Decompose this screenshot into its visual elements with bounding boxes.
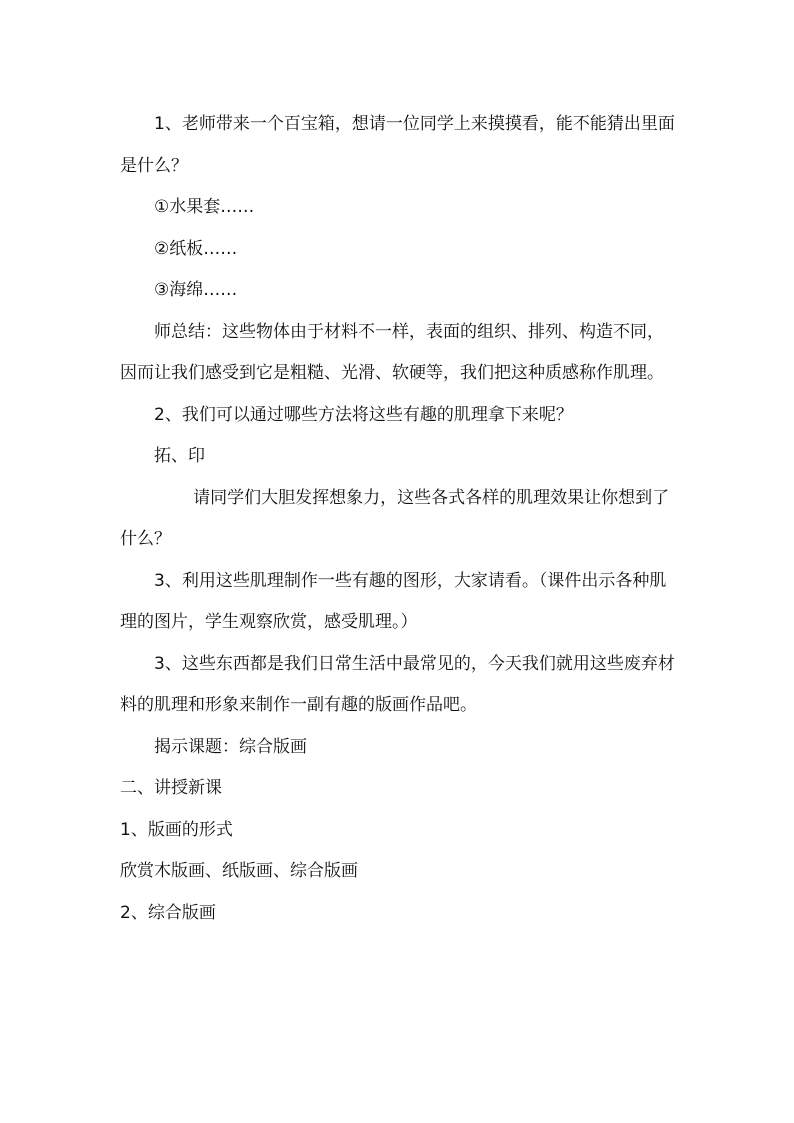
paragraph-print-types: 欣赏木版画、纸版画、综合版画 — [120, 861, 358, 881]
paragraph-mystery-box: 1、老师带来一个百宝箱，想请一位同学上来摸摸看，能不能猜出里面是什么？ — [120, 114, 675, 176]
document-body — [120, 104, 680, 934]
list-item-fruit-cover: ①水果套…… — [154, 197, 255, 217]
section-heading-new-lesson: 二、讲授新课 — [120, 778, 222, 798]
list-item-sponge: ③海绵…… — [154, 280, 238, 300]
paragraph-teacher-summary: 师总结：这些物体由于材料不一样，表面的组织、排列、构造不同，因而让我们感受到它是粗糙、光滑、软硬等，我们把这种质感称作肌理。 — [120, 321, 664, 383]
paragraph-texture-shapes: 3、利用这些肌理制作一些有趣的图形，大家请看。（课件出示各种肌理的图片，学生观察欣赏，感受肌理。） — [120, 570, 667, 632]
subheading-combined-print: 2、综合版画 — [120, 902, 216, 923]
paragraph-texture-method-question: 2、我们可以通过哪些方法将这些有趣的肌理拿下来呢？ — [154, 404, 573, 425]
subheading-print-forms: 1、版画的形式 — [120, 819, 233, 840]
paragraph-topic: 揭示课题：综合版画 — [154, 736, 307, 757]
paragraph-imagination: 请同学们大胆发挥想象力，这些各式各样的肌理效果让你想到了什么？ — [120, 487, 670, 549]
paragraph-waste-materials: 3、这些东西都是我们日常生活中最常见的，今天我们就用这些废弃材料的肌理和形象来制作一副有趣的版画作品吧。 — [120, 653, 675, 715]
paragraph-rubbing-printing: 拓、印 — [154, 446, 205, 466]
list-item-cardboard: ②纸板…… — [154, 238, 238, 259]
